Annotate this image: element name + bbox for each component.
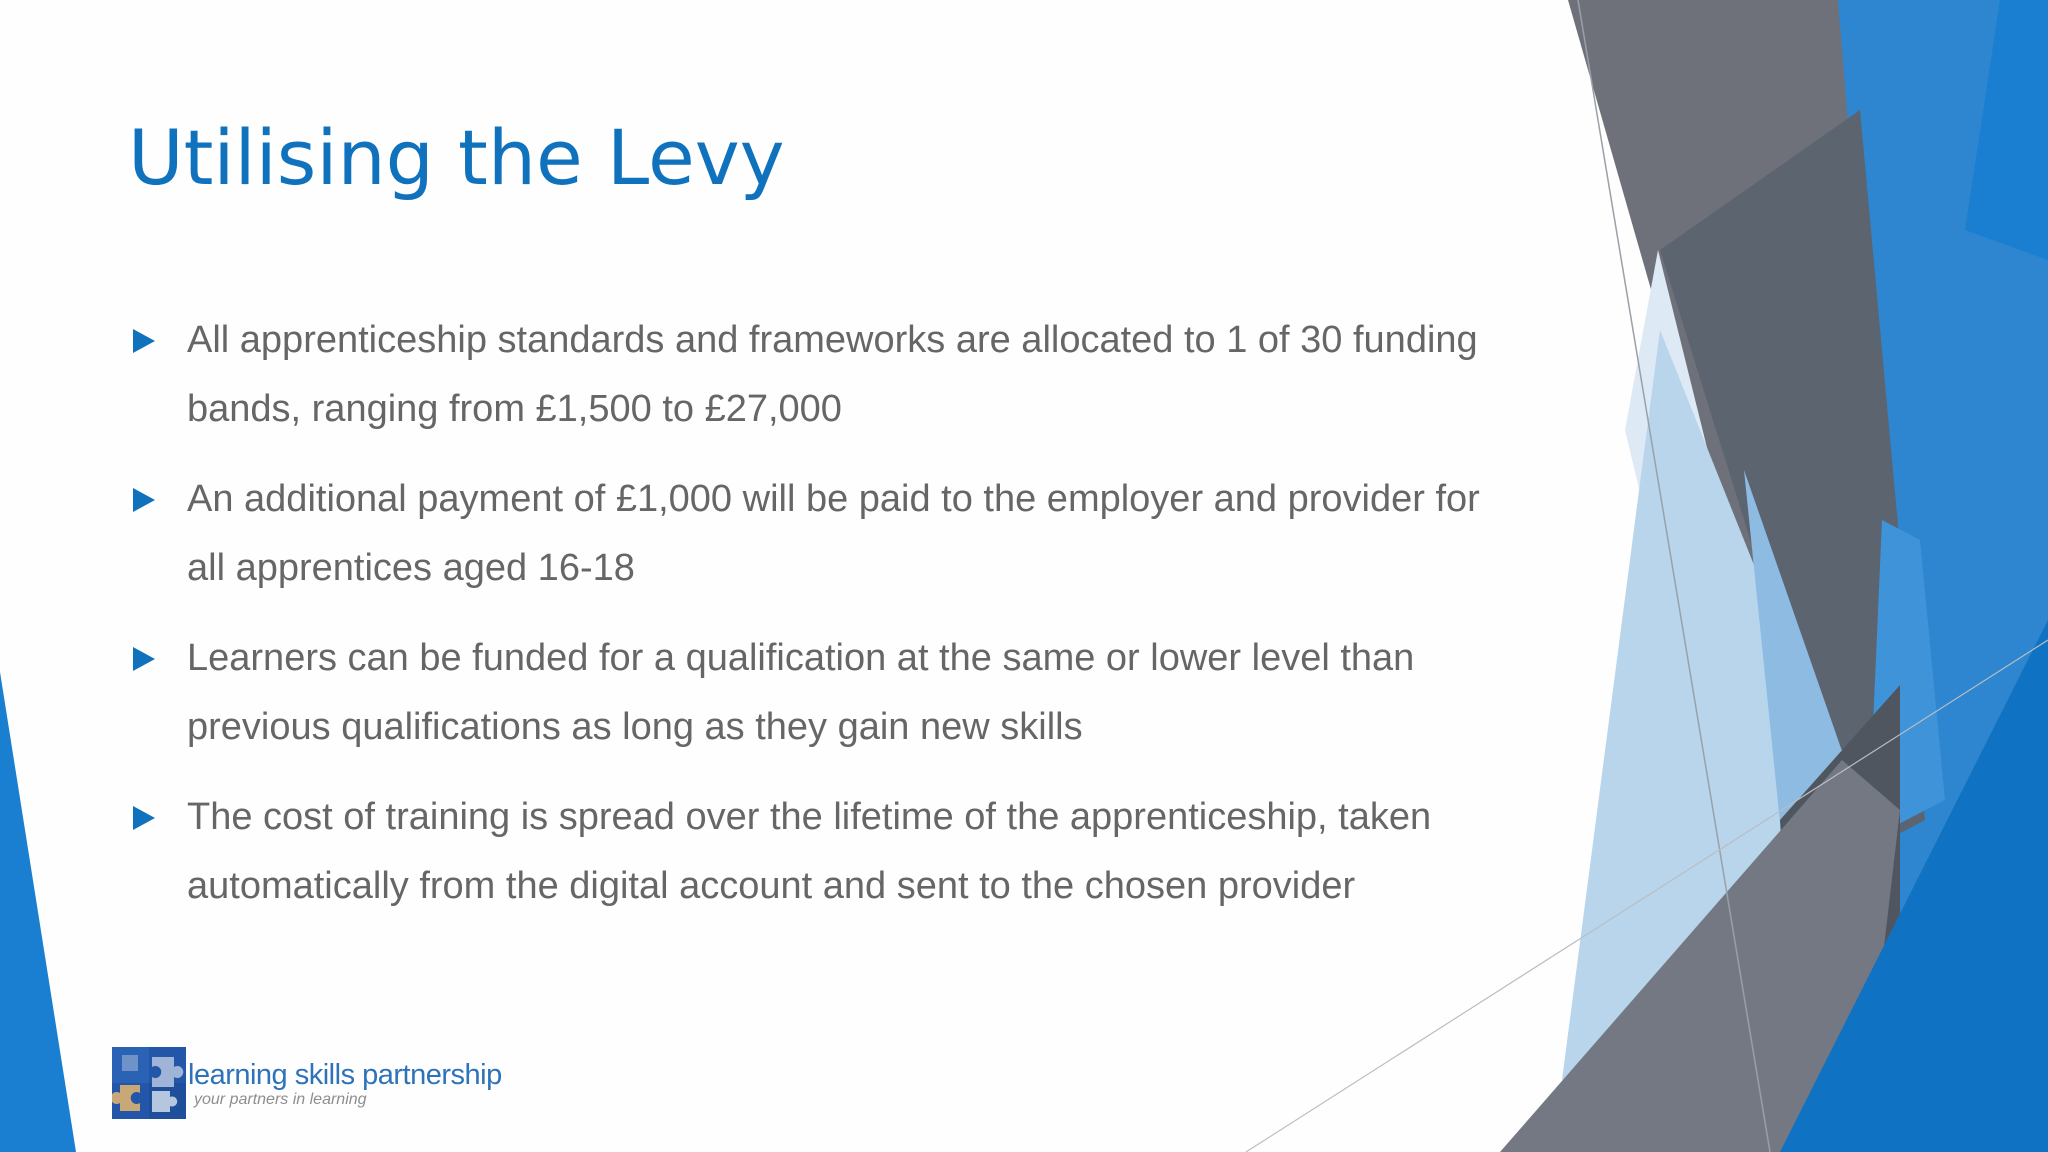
bullet-item-learner-funding [130, 624, 1510, 762]
company-logo [112, 1047, 522, 1121]
bullet-item-additional-payment [130, 465, 1510, 603]
slide-title: Utilising the Levy [128, 113, 785, 202]
bullet-text: Learners can be funded for a qualification at the same or lower level than previous qualifications as long as they gain new skills [187, 637, 1415, 748]
puzzle-pieces-icon [112, 1047, 186, 1119]
bullet-item-training-cost [130, 783, 1510, 921]
bullet-item-funding-bands [130, 306, 1510, 444]
bullet-text: All apprenticeship standards and frameworks are allocated to 1 of 30 funding bands, ranging from £1,500 to £27,000 [187, 319, 1478, 430]
logo-tagline: your partners in learning [194, 1091, 367, 1108]
triangle-right-icon [133, 329, 155, 353]
logo-name: learning skills partnership [188, 1059, 502, 1091]
left-blue-triangle [0, 672, 76, 1152]
bullet-list [130, 306, 1510, 942]
triangle-right-icon [133, 647, 155, 671]
triangle-right-icon [133, 488, 155, 512]
bullet-text: The cost of training is spread over the lifetime of the apprenticeship, taken automatically from the digital account and sent to the chosen provider [187, 796, 1432, 907]
triangle-right-icon [133, 806, 155, 830]
bullet-text: An additional payment of £1,000 will be paid to the employer and provider for all apprentices aged 16-18 [187, 478, 1480, 589]
